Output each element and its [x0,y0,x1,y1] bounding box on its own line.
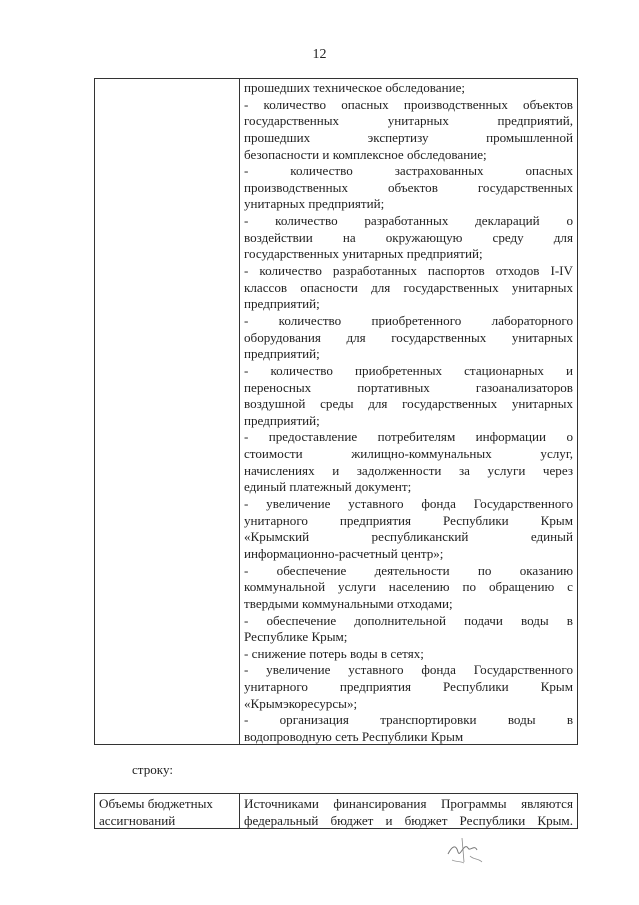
indicator-line: «Крымэкоресурсы»; [244,695,358,711]
budget-sources-cell [244,795,573,829]
indicator-line: единый платежный документ; [244,479,412,495]
indicator-line: информационно-расчетный центр»; [244,545,444,561]
indicator-line: - количество приобретенного лабораторного [244,312,573,328]
indicator-line: предприятий; [244,346,320,362]
indicator-line: - количество разработанных паспортов отходов I-IV [244,263,573,279]
indicator-line: Республике Крым; [244,629,348,645]
budget-table [94,793,578,829]
indicator-line: - увеличение уставного фонда Государственного [244,496,573,512]
indicator-line: - обеспечение дополнительной подачи воды в [244,612,573,628]
indicator-line: классов опасности для государственных унитарных [244,279,573,295]
indicator-line: - обеспечение деятельности по оказанию [244,562,573,578]
indicator-line: унитарных предприятий; [244,196,385,212]
stroku-label: строку: [132,762,173,777]
indicator-line: унитарного предприятия Республики Крым [244,512,573,528]
indicator-line: производственных объектов государственных [244,179,573,195]
indicator-line: начислениях и задолженности за услуги через [244,462,573,478]
column-divider [239,79,240,744]
indicator-line: воздействии на окружающую среду для [244,229,573,245]
budget-sources-line: федеральный бюджет и бюджет Республики Крым. [244,813,573,828]
indicator-line: - увеличение уставного фонда Государственного [244,662,573,678]
budget-label-cell [99,795,235,829]
indicator-line: коммунальной услуги населению по обращению с [244,579,573,595]
indicator-line: прошедших техническое обследование; [244,80,466,95]
program-table [94,78,578,745]
indicator-line: государственных унитарных предприятий, [244,113,573,129]
indicator-line: предприятий; [244,296,320,312]
budget-label-line: ассигнований [99,813,176,828]
indicator-line: унитарного предприятия Республики Крым [244,679,573,695]
indicator-line: - количество разработанных деклараций о [244,213,573,229]
handwritten-signature [444,832,486,866]
indicator-line: - количество застрахованных опасных [244,163,573,179]
indicator-line: - количество приобретенных стационарных и [244,362,573,378]
indicator-line: государственных унитарных предприятий; [244,246,483,262]
indicator-line: безопасности и комплексное обследование; [244,146,487,162]
indicator-line: твердыми коммунальными отходами; [244,595,453,611]
indicator-line: оборудования для государственных унитарных [244,329,573,345]
indicator-line: переносных портативных газоанализаторов [244,379,573,395]
indicator-line: предприятий; [244,412,320,428]
indicator-line: - снижение потерь воды в сетях; [244,645,424,661]
indicator-line: водопроводную сеть Республики Крым [244,728,464,744]
indicator-line: - организация транспортировки воды в [244,712,573,728]
budget-sources-line: Источниками финансирования Программы являются [244,796,573,811]
indicator-line: воздушной среды для государственных унитарных [244,396,573,412]
program-indicators-cell [244,80,573,746]
column-divider [239,794,240,828]
indicator-line: стоимости жилищно-коммунальных услуг, [244,446,573,462]
indicator-line: «Крымский республиканский единый [244,529,573,545]
indicator-line: - предоставление потребителям информации о [244,429,573,445]
page-number: 12 [312,47,327,62]
indicator-line: - количество опасных производственных объектов [244,96,573,112]
budget-label-line: Объемы бюджетных [99,796,213,811]
indicator-line: прошедших экспертизу промышленной [244,129,573,145]
